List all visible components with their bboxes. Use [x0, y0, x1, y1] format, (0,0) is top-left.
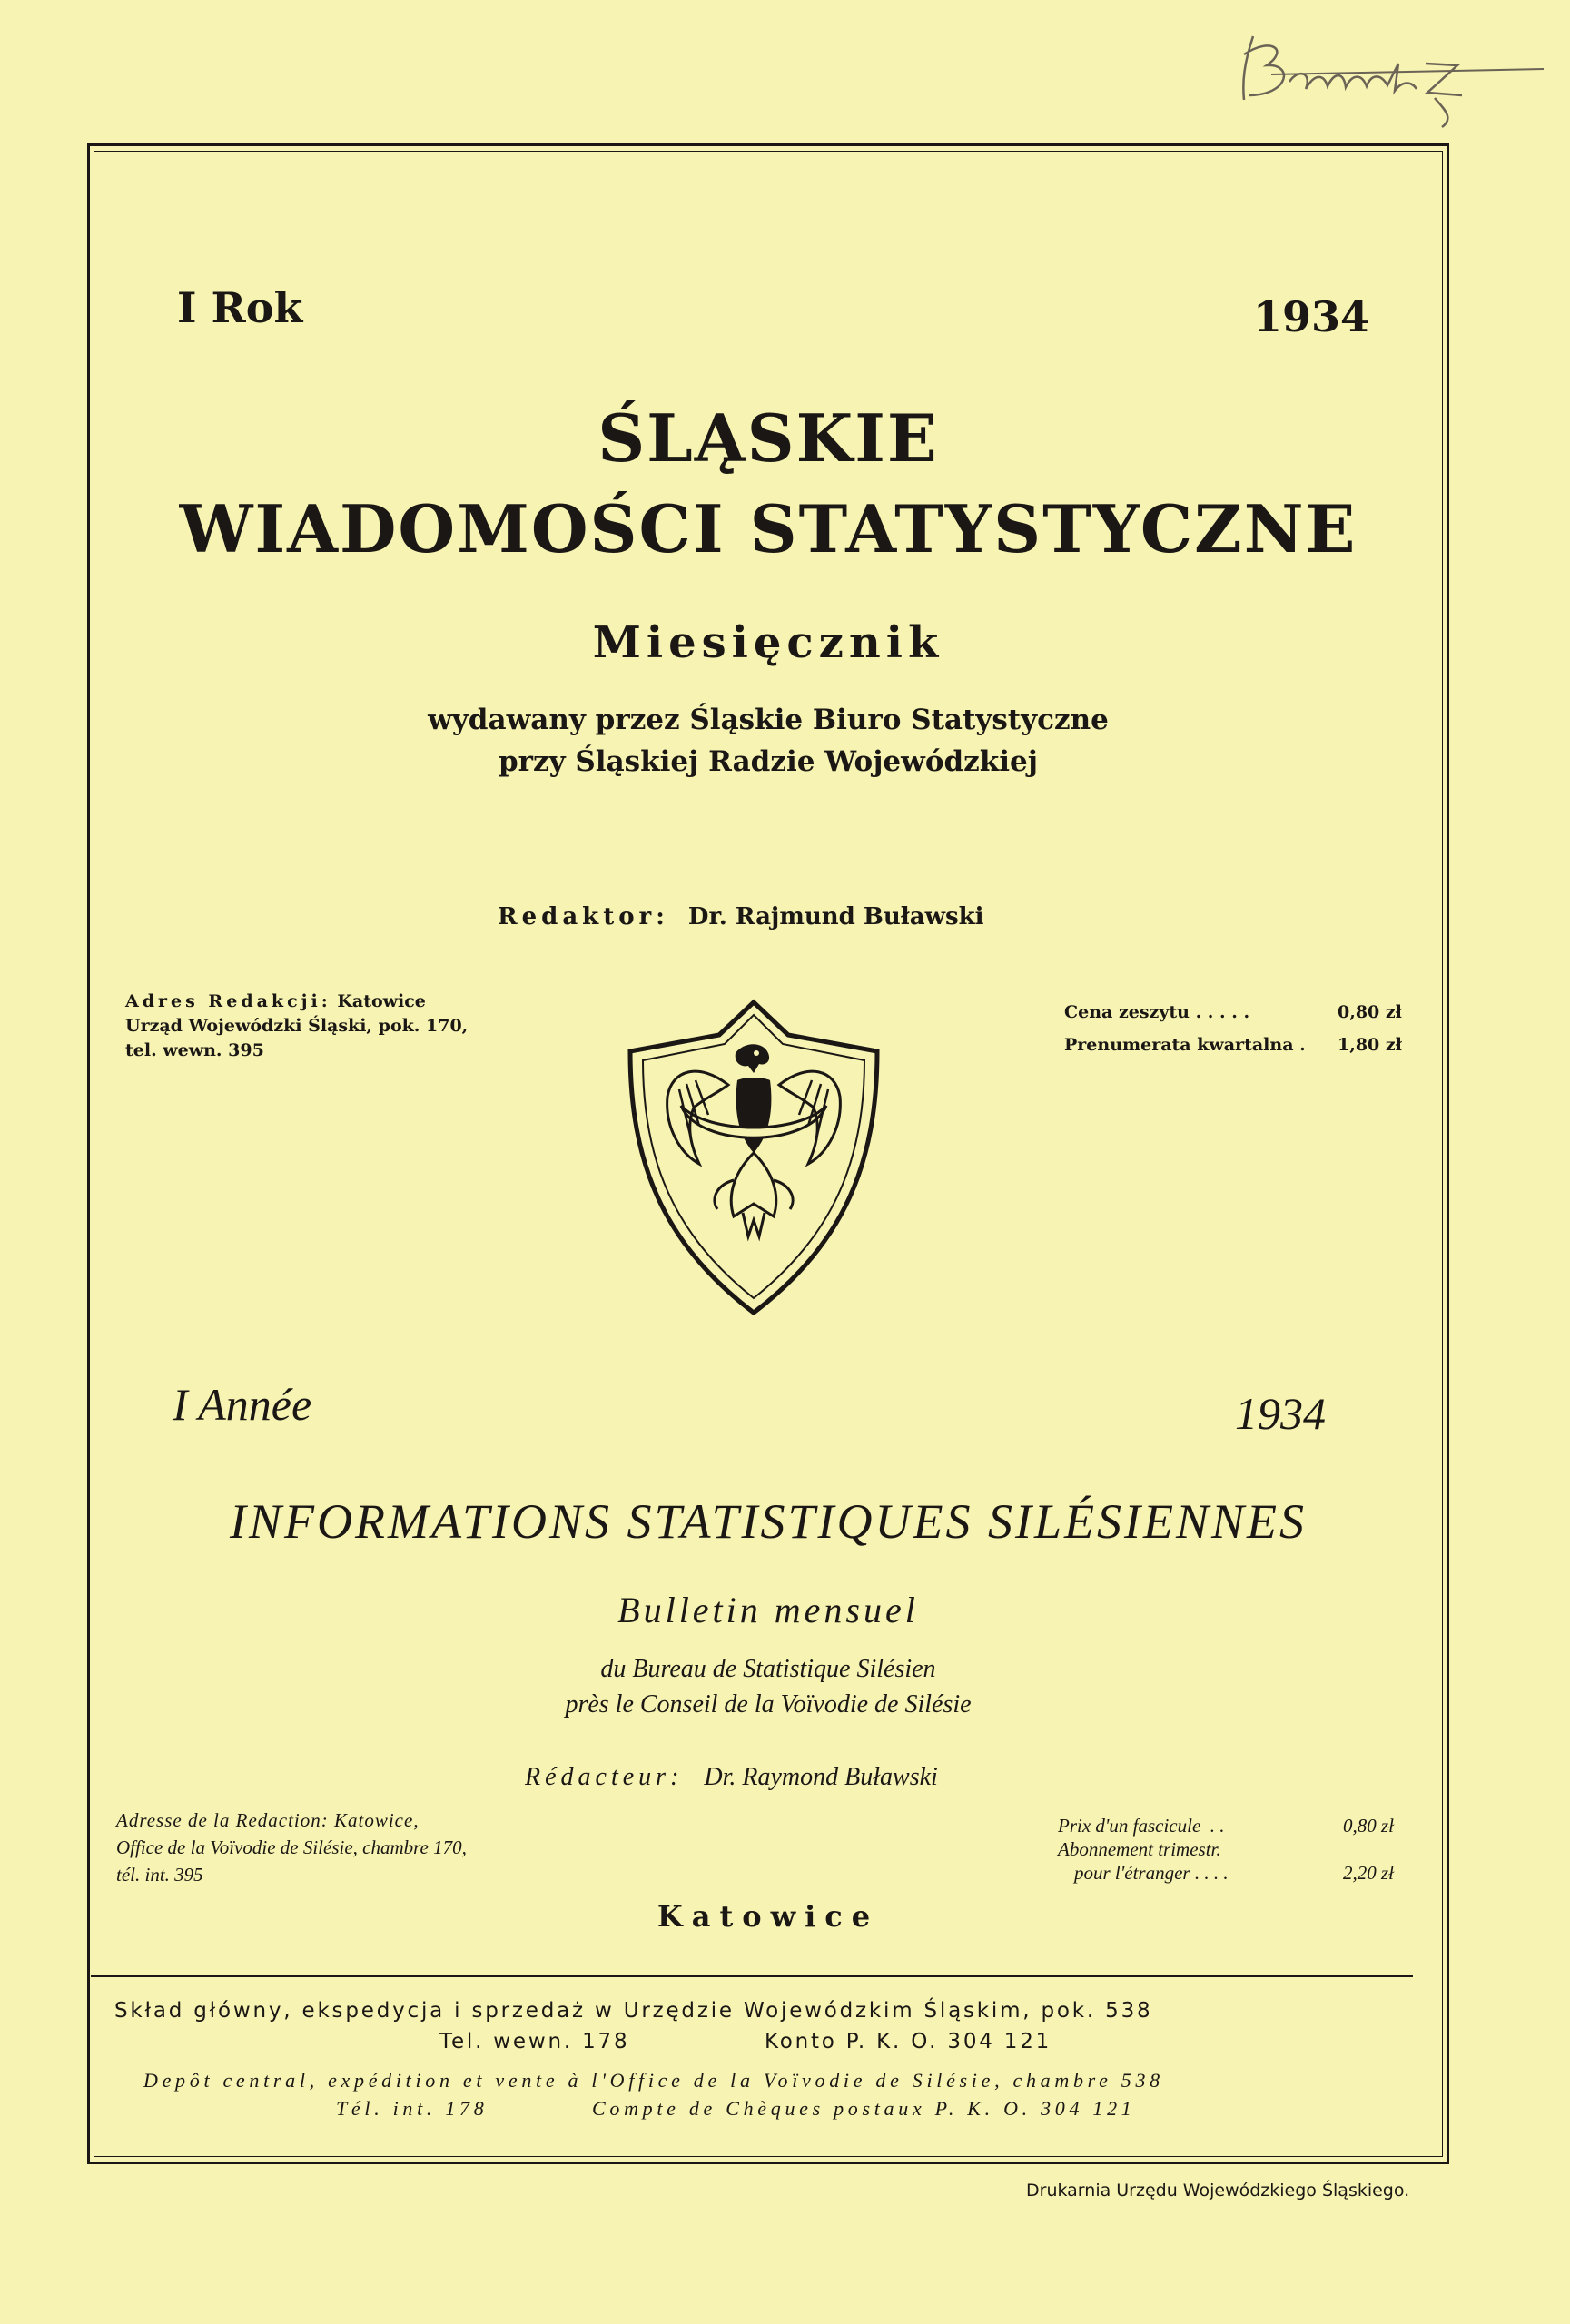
- publisher-pl-line1: wydawany przez Śląskie Biuro Statystyczne: [428, 704, 1109, 736]
- editor-label-pl: Redaktor:: [498, 903, 669, 931]
- price-subscription-value-fr: 2,20 zł: [1342, 1862, 1394, 1884]
- footer-fr-tel: Tél. int. 178: [336, 2097, 489, 2120]
- title-line2: WIADOMOŚCI STATYSTYCZNE: [179, 490, 1358, 567]
- year-fr: 1934: [1235, 1388, 1326, 1439]
- price-subscription-label1-fr: Abonnement trimestr.: [1058, 1838, 1221, 1860]
- title-line1: ŚLĄSKIE: [597, 399, 939, 477]
- price-block-fr: Prix d'un fascicule . . 0,80 zł Abonnement trimestr. pour l'étranger . . . . 2,20 zł: [1058, 1815, 1394, 1884]
- price-issue-label-fr: Prix d'un fascicule: [1058, 1815, 1201, 1837]
- year-label-pl: I Rok: [177, 283, 303, 332]
- subtitle-fr: Bulletin mensuel: [617, 1590, 919, 1630]
- address-line3-pl: tel. wewn. 395: [125, 1040, 264, 1060]
- editor-name-fr: Dr. Raymond Buławski: [704, 1763, 938, 1791]
- price-issue-label-pl: Cena zeszytu: [1064, 1002, 1190, 1022]
- address-block-fr: [116, 1807, 467, 1888]
- printer-credit: Drukarnia Urzędu Wojewódzkiego Śląskiego.: [1026, 2181, 1410, 2201]
- editor-pl: [498, 903, 984, 931]
- handwritten-signature: [1217, 9, 1562, 136]
- price-block-pl: Cena zeszytu . . . . . 0,80 zł Prenumerata kwartalna . 1,80 zł: [1064, 996, 1402, 1061]
- address-line2-fr: Office de la Voïvodie de Silésie, chambre 170,: [116, 1837, 467, 1858]
- city: Katowice: [657, 1899, 880, 1934]
- publisher-pl-line2: przy Śląskiej Radzie Wojewódzkiej: [499, 745, 1038, 778]
- address-block-pl: [125, 990, 468, 1063]
- price-quarter-label-pl: Prenumerata kwartalna: [1064, 1035, 1294, 1055]
- price-issue-value-pl: 0,80 zł: [1338, 1002, 1402, 1022]
- editor-name-pl: Dr. Rajmund Buławski: [687, 903, 984, 931]
- price-quarter-value-pl: 1,80 zł: [1338, 1035, 1402, 1055]
- publisher-fr-line2: près le Conseil de la Voïvodie de Silésie: [565, 1690, 972, 1718]
- footer-pl-konto: Konto P. K. O. 304 121: [765, 2030, 1052, 2053]
- year-pl: 1934: [1253, 292, 1370, 341]
- silesian-eagle-shield-icon: [627, 999, 881, 1318]
- address-label-pl: Adres Redakcji:: [125, 991, 331, 1011]
- footer-rule: [91, 1975, 1413, 1977]
- year-label-fr: I Année: [173, 1379, 312, 1430]
- publisher-fr-line1: du Bureau de Statistique Silésien: [600, 1655, 936, 1683]
- address-city-pl: Katowice: [337, 991, 426, 1011]
- price-issue-value-fr: 0,80 zł: [1342, 1815, 1394, 1837]
- editor-fr: [525, 1763, 938, 1792]
- title-fr: INFORMATIONS STATISTIQUES SILÉSIENNES: [230, 1494, 1307, 1549]
- editor-label-fr: Rédacteur:: [525, 1763, 684, 1791]
- price-subscription-label2-fr: pour l'étranger: [1074, 1862, 1190, 1884]
- footer-pl-line1: Skład główny, ekspedycja i sprzedaż w Urzędzie Wojewódzkim Śląskim, pok. 538: [114, 1999, 1153, 2023]
- address-line1-fr: Adresse de la Redaction: Katowice,: [116, 1809, 420, 1831]
- subtitle-pl: Miesięcznik: [592, 617, 944, 668]
- address-line2-pl: Urząd Wojewódzki Śląski, pok. 170,: [125, 1016, 469, 1036]
- address-line3-fr: tél. int. 395: [116, 1864, 203, 1886]
- footer-pl-tel: Tel. wewn. 178: [439, 2030, 630, 2053]
- footer-fr-compte: Compte de Chèques postaux P. K. O. 304 121: [592, 2097, 1136, 2120]
- footer-fr-line1: Depôt central, expédition et vente à l'Office de la Voïvodie de Silésie, chambre 538: [143, 2069, 1164, 2092]
